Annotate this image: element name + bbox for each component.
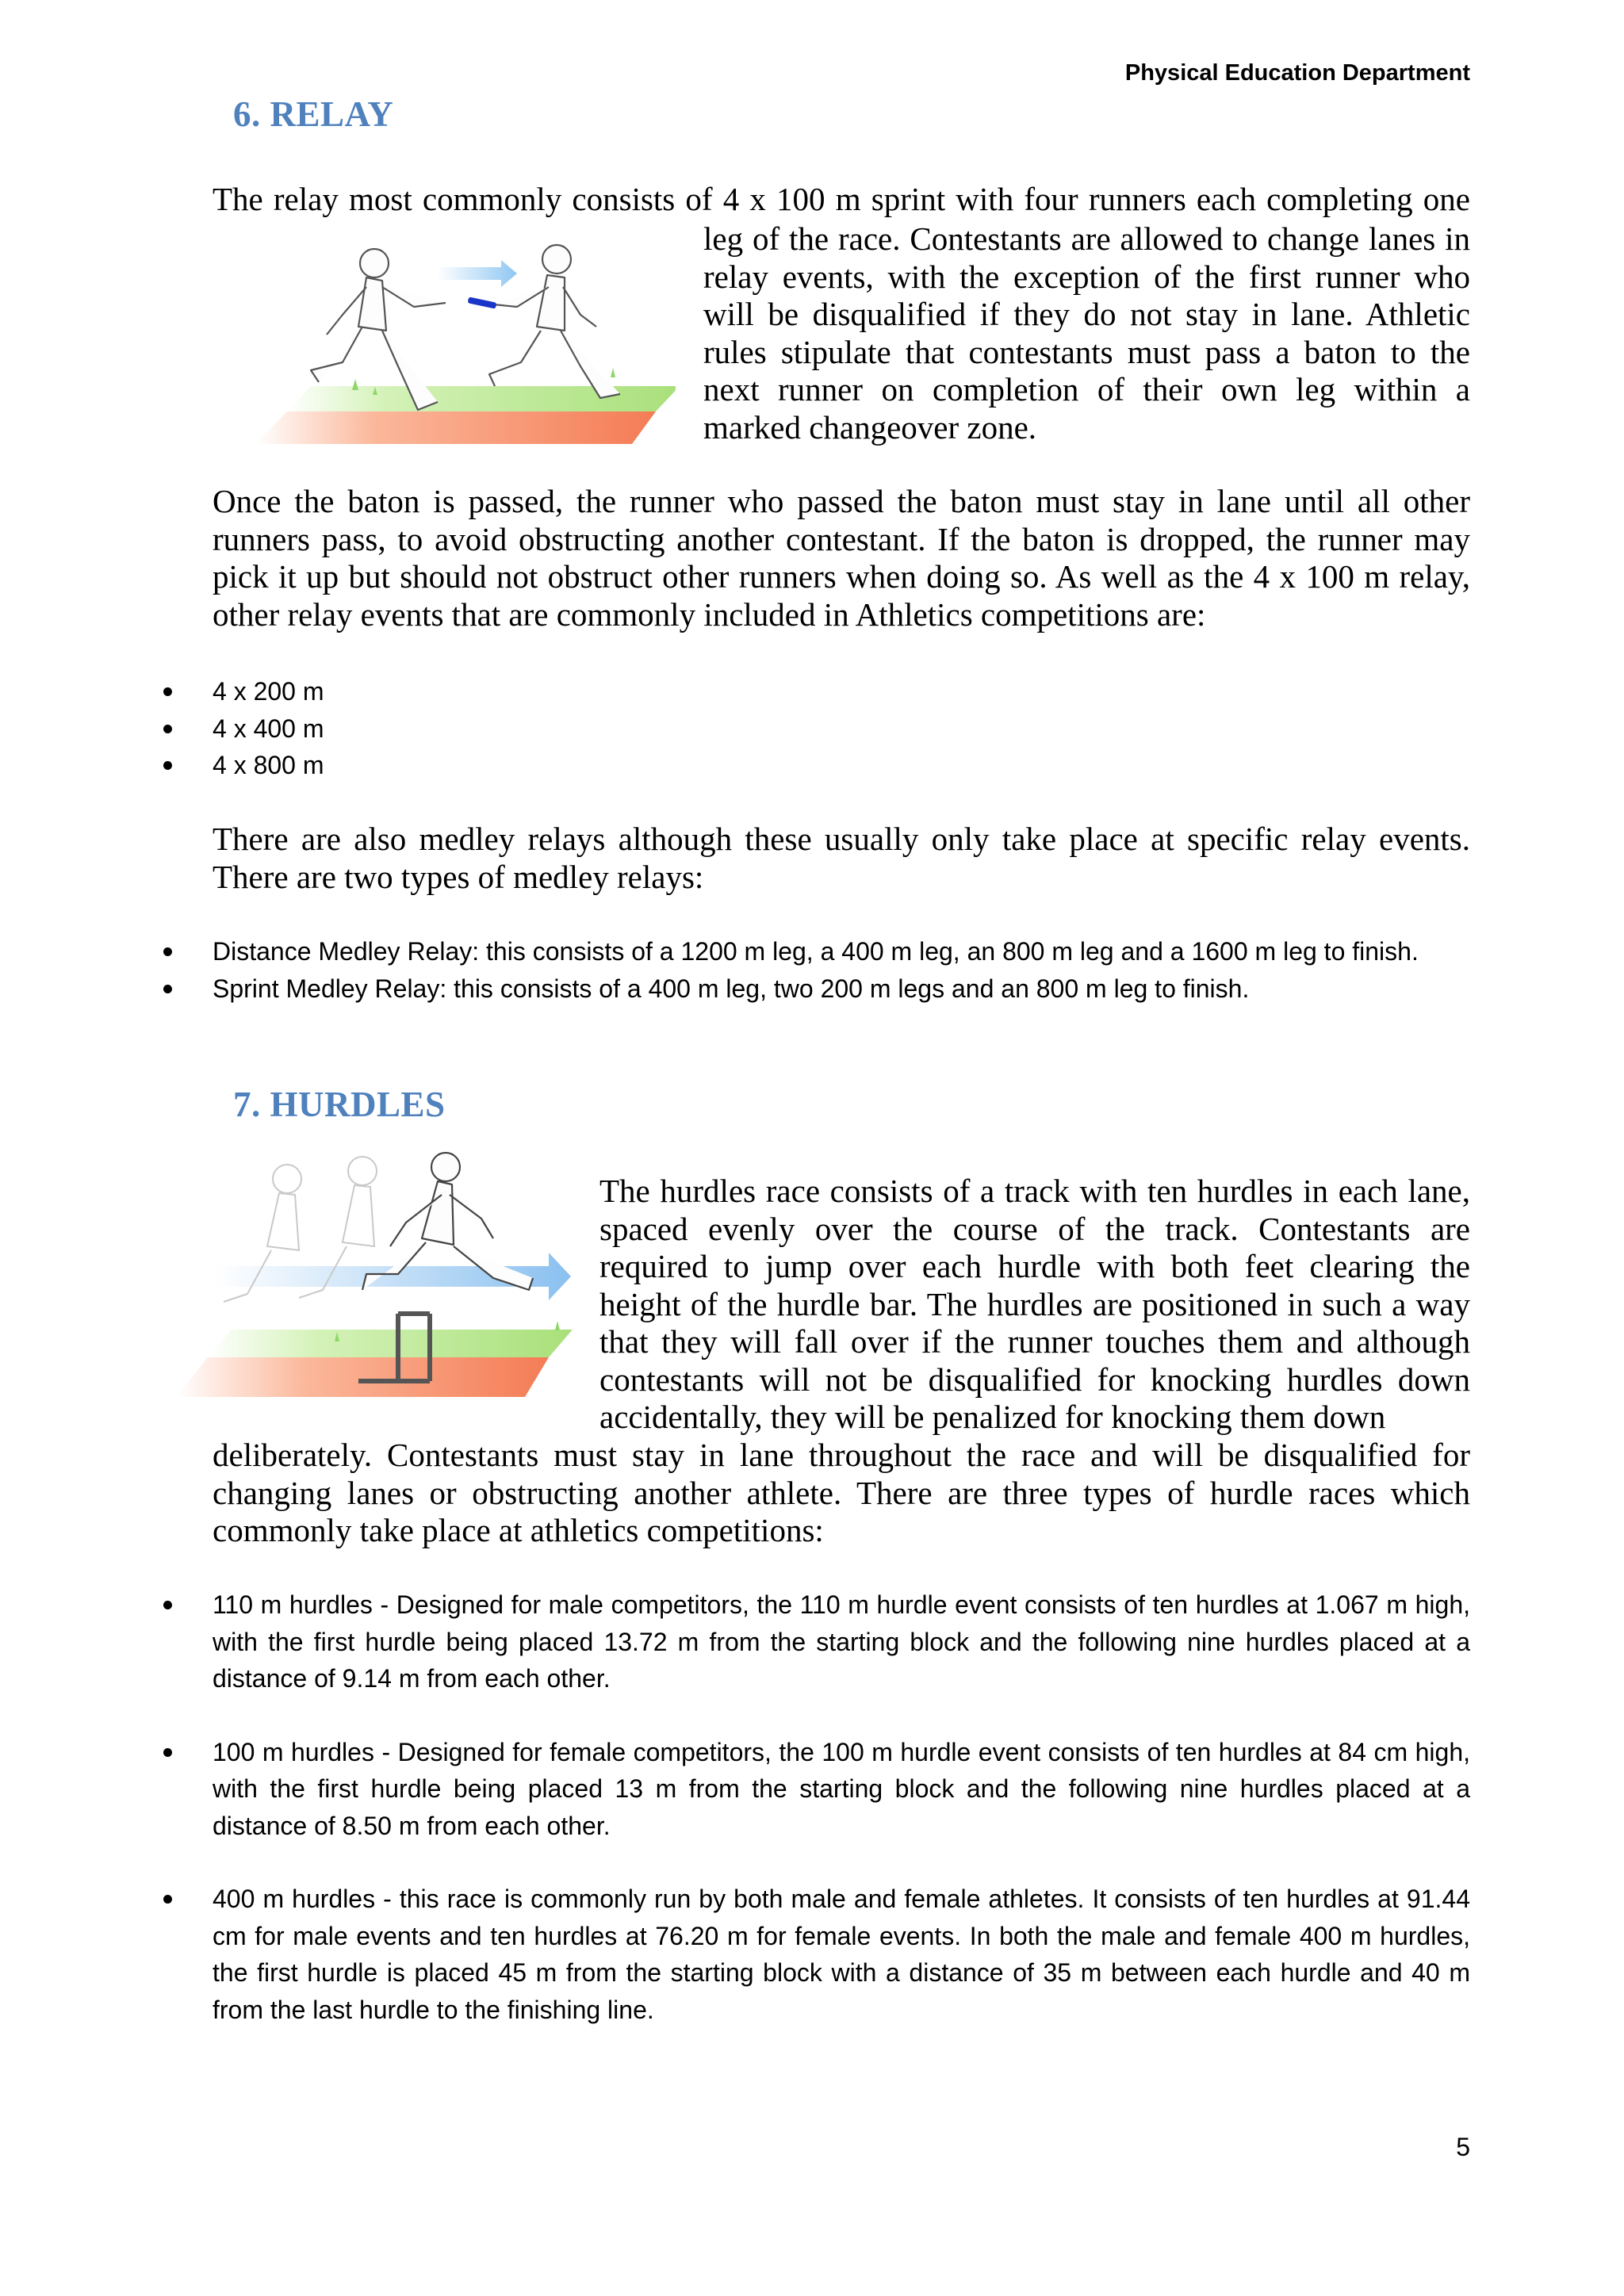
list-item: 4 x 800 m xyxy=(159,747,1470,784)
hurdles-intro-paragraph: The hurdles race consists of a track with ten hurdles in each lane, spaced evenly over the course of the track. Contestants are required to jump over each hurdle with both feet clearing the height of the hurdle bar. The hurdles are positioned in such a way that they will fall over if the runner touches them and although contestants will not be disqualified for knocking hurdles down accidentally, they will be penalized for knocking them down xyxy=(599,1173,1470,1435)
list-item: Distance Medley Relay: this consists of a 1200 m leg, a 400 m leg, an 800 m leg and a 1600 m leg to finish. xyxy=(159,933,1470,970)
relay-heading: 6. RELAY xyxy=(233,94,394,134)
list-item: 4 x 200 m xyxy=(159,673,1470,710)
list-item: 4 x 400 m xyxy=(159,710,1470,748)
relay-intro-line: The relay most commonly consists of 4 x 100 m sprint with four runners each completing one xyxy=(213,181,1470,217)
list-item: 400 m hurdles - this race is commonly run by both male and female athletes. It consists of ten hurdles at 91.44 cm for male events and ten hurdles at 76.20 m for female events. In both the male and female 400 m hurdles, the first hurdle is placed 45 m from the starting block with a distance of 35 m between each hurdle and 40 m from the last hurdle to the finishing line. xyxy=(159,1881,1470,2028)
medley-list xyxy=(159,933,1470,1007)
hurdles-types-list xyxy=(159,1586,1470,2064)
medley-paragraph: There are also medley relays although these usually only take place at specific relay events. There are two types of medley relays: xyxy=(213,821,1470,895)
list-item: 110 m hurdles - Designed for male competitors, the 110 m hurdle event consists of ten hurdles at 1.067 m high, with the first hurdle being placed 13.72 m from the starting block and the following nine hurdles placed at a distance of 9.14 m from each other. xyxy=(159,1586,1470,1697)
relay-baton-paragraph: Once the baton is passed, the runner who passed the baton must stay in lane until all other runners pass, to avoid obstructing another contestant. If the baton is dropped, the runner may pick it up but should not obstruct other runners when doing so. As well as the 4 x 100 m relay, other relay events that are commonly included in Athletics competitions are: xyxy=(213,483,1470,633)
relay-rules-paragraph: leg of the race. Contestants are allowed to change lanes in relay events, with the exception of the first runner who will be disqualified if they do not stay in lane. Athletic rules stipulate that contestants must pass a baton to the next runner on completion of their own leg within a marked changeover zone. xyxy=(703,220,1470,446)
page-header: Physical Education Department xyxy=(1124,60,1470,86)
list-item: 100 m hurdles - Designed for female competitors, the 100 m hurdle event consists of ten hurdles at 84 cm high, with the first hurdle being placed 13 m from the starting block and the following nine hurdles placed at a distance of 8.50 m from each other. xyxy=(159,1734,1470,1845)
hurdles-rules-paragraph: deliberately. Contestants must stay in lane throughout the race and will be disqualified for changing lanes or obstructing another athlete. There are three types of hurdle races which commonly take place at athletics competitions: xyxy=(213,1437,1470,1548)
list-item: Sprint Medley Relay: this consists of a 400 m leg, two 200 m legs and an 800 m leg to finish. xyxy=(159,970,1470,1008)
relay-events-list xyxy=(159,673,1470,784)
hurdles-illustration xyxy=(168,1143,580,1405)
page-number: 5 xyxy=(1456,2133,1470,2161)
hurdles-heading: 7. HURDLES xyxy=(233,1085,446,1124)
relay-illustration xyxy=(247,232,676,455)
